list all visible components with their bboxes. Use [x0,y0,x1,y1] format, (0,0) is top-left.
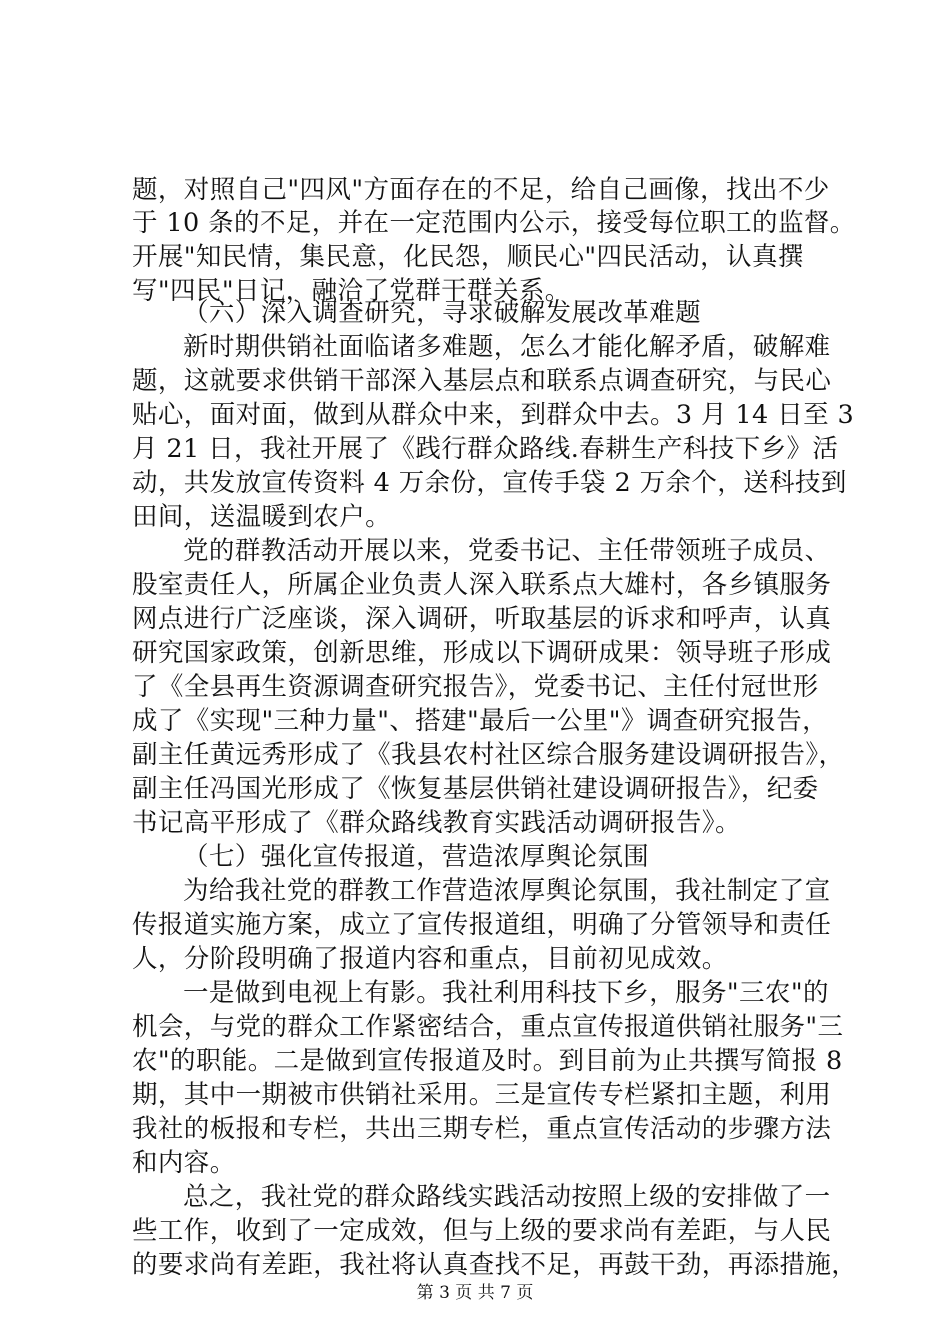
text-line: 于 10 条的不足，并在一定范围内公示，接受每位职工的监督。 [132,208,856,238]
text-line: 机会，与党的群众工作紧密结合，重点宣传报道供销社服务"三 [132,1012,844,1042]
text-line: 人，分阶段明确了报道内容和重点，目前初见成效。 [132,944,728,974]
text-line: 副主任冯国光形成了《恢复基层供销社建设调研报告》，纪委 [132,774,819,804]
text-line: 副主任黄远秀形成了《我县农村社区综合服务建设调研报告》， [132,740,845,770]
text-line: 题，对照自己"四风"方面存在的不足，给自己画像，找出不少 [132,175,830,205]
text-line: 期，其中一期被市供销社采用。三是宣传专栏紧扣主题，利用 [132,1080,832,1110]
text-line: 写"四民"日记，融洽了党群干群关系。 [132,276,571,306]
text-line: 的要求尚有差距，我社将认真查找不足，再鼓干劲，再添措施， [132,1250,858,1280]
text-line: 新时期供销社面临诸多难题，怎么才能化解矛盾，破解难 [183,332,831,362]
text-line: 研究国家政策，创新思维，形成以下调研成果：领导班子形成 [132,638,832,668]
text-line: 传报道实施方案，成立了宣传报道组，明确了分管领导和责任 [132,910,832,940]
text-line: 题，这就要求供销干部深入基层点和联系点调查研究，与民心 [132,366,832,396]
text-line: 开展"知民情，集民意，化民怨，顺民心"四民活动，认真撰 [132,242,804,272]
section-heading: （六）深入调查研究，寻求破解发展改革难题 [183,298,702,328]
text-line: 田间，送温暖到农户。 [132,502,392,532]
text-line: 为给我社党的群教工作营造浓厚舆论氛围，我社制定了宣 [183,876,831,906]
text-line: 党的群教活动开展以来，党委书记、主任带领班子成员、 [183,536,831,566]
text-line: 书记高平形成了《群众路线教育实践活动调研报告》。 [132,808,741,838]
text-line: 总之，我社党的群众路线实践活动按照上级的安排做了一 [183,1182,831,1212]
text-line: 和内容。 [132,1148,236,1178]
text-line: 一是做到电视上有影。我社利用科技下乡，服务"三农"的 [183,978,829,1008]
page-number: 第 3 页 共 7 页 [416,1283,534,1303]
text-line: 些工作，收到了一定成效，但与上级的要求尚有差距，与人民 [132,1216,832,1246]
text-line: 了《全县再生资源调查研究报告》，党委书记、主任付冠世形 [132,672,819,702]
text-line: 月 21 日，我社开展了《践行群众路线.春耕生产科技下乡》活 [132,434,839,464]
text-line: 网点进行广泛座谈，深入调研，听取基层的诉求和呼声，认真 [132,604,832,634]
text-line: 贴心，面对面，做到从群众中来，到群众中去。3 月 14 日至 3 [132,400,855,430]
text-line: 股室责任人，所属企业负责人深入联系点大雄村，各乡镇服务 [132,570,832,600]
text-line: 农"的职能。二是做到宣传报道及时。到目前为止共撰写简报 8 [132,1046,843,1076]
section-heading: （七）强化宣传报道，营造浓厚舆论氛围 [183,842,650,872]
text-line: 我社的板报和专栏，共出三期专栏，重点宣传活动的步骤方法 [132,1114,832,1144]
text-line: 成了《实现"三种力量"、搭建"最后一公里"》调查研究报告， [132,706,829,736]
text-line: 动，共发放宣传资料 4 万余份，宣传手袋 2 万余个，送科技到 [132,468,847,498]
